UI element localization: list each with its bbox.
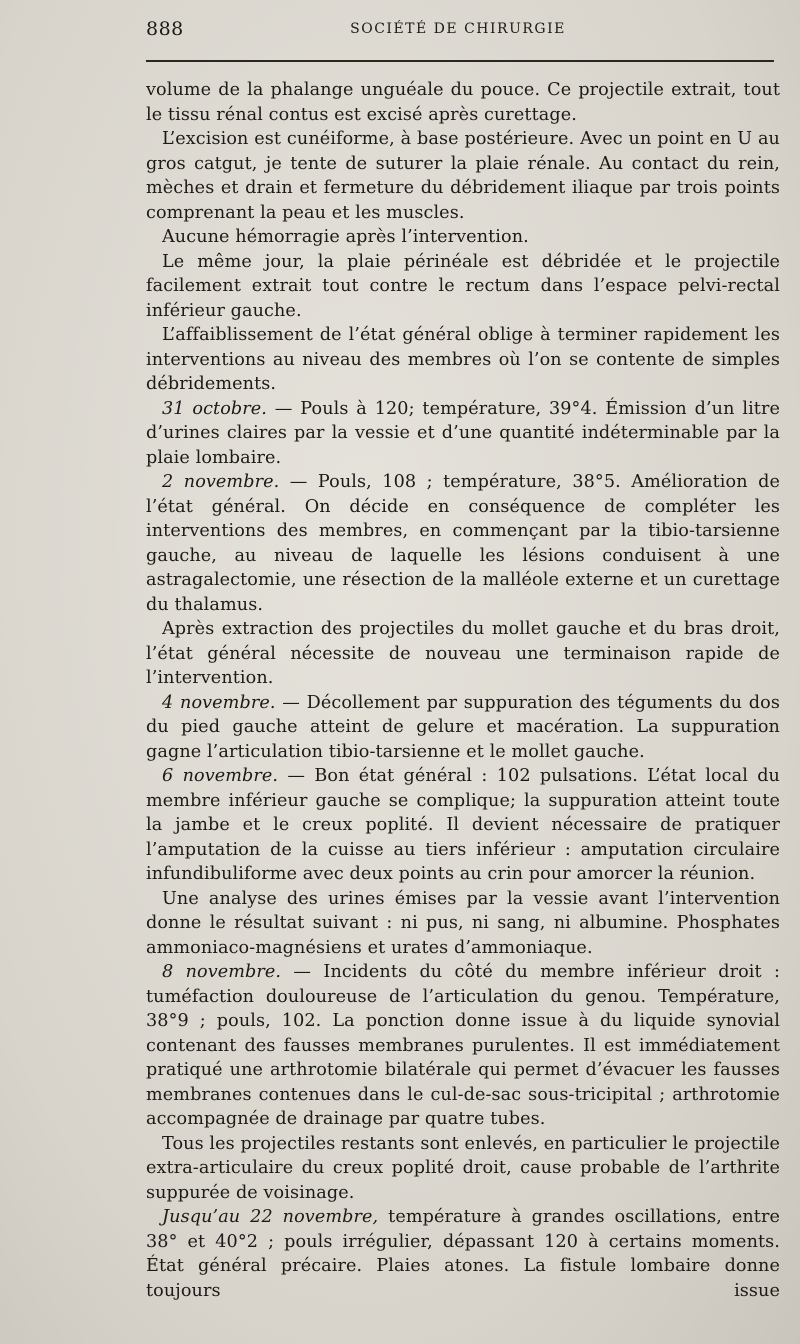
paragraph: 2 novembre. — Pouls, 108 ; température, 38°5. Amélioration de l’état général. On décide en conséquence de compléter les interventions des membres, en commençant par la tibio-tarsienne gauche, au niveau de laquelle les lésions conduisent à une astragalectomie, une résection de la malléole externe et un curettage du thalamus. bbox=[146, 472, 780, 615]
entry-date: Jusqu’au 22 novembre, bbox=[162, 1207, 379, 1227]
paragraph: Une analyse des urines émises par la vessie avant l’intervention donne le résultat suivant : ni pus, ni sang, ni albumine. Phosphates ammoniaco-magnésiens et urates d’ammoniaque. bbox=[146, 888, 780, 958]
paragraph: Aucune hémorragie après l’intervention. bbox=[162, 227, 529, 247]
paragraph: L’affaiblissement de l’état général oblige à terminer rapidement les interventions au niveau des membres où l’on se contente de simples débridements. bbox=[146, 325, 780, 394]
paragraph: 8 novembre. — Incidents du côté du membre inférieur droit : tuméfaction douloureuse de l’articulation du genou. Température, 38°9 ; pouls, 102. La ponction donne issue à du liquide synovial contenant des fausses membranes purulentes. Il est immédiatement pratiqué une arthrotomie bilatérale qui permet d’évacuer les fausses membranes contenues dans le cul-de-sac sous-tricipital ; arthrotomie accompagnée de drainage par quatre tubes. bbox=[146, 962, 780, 1129]
body-text bbox=[146, 78, 780, 1303]
header-rule bbox=[146, 60, 774, 62]
page-header bbox=[146, 18, 770, 46]
entry-date: 4 novembre. bbox=[162, 692, 276, 713]
paragraph: Le même jour, la plaie périnéale est débridée et le projectile facilement extrait tout contre le rectum dans l’espace pelvi-rectal inférieur gauche. bbox=[146, 251, 780, 321]
paragraph: Après extraction des projectiles du mollet gauche et du bras droit, l’état général nécessite de nouveau une terminaison rapide de l’intervention. bbox=[146, 619, 780, 688]
paragraph: 4 novembre. — Décollement par suppuration des téguments du dos du pied gauche atteint de gelure et macération. La suppuration gagne l’articulation tibio-tarsienne et le mollet gauche. bbox=[146, 692, 780, 762]
paragraph: 31 octobre. — Pouls à 120; température, 39°4. Émission d’un litre d’urines claires par la vessie et d’une quantité indéterminable par la plaie lombaire. bbox=[146, 398, 780, 468]
page-number: 888 bbox=[146, 18, 184, 40]
entry-date: 31 octobre. bbox=[162, 398, 267, 419]
entry-date: 6 novembre. bbox=[162, 766, 279, 786]
entry-date: 2 novembre. bbox=[162, 472, 280, 492]
paragraph: L’excision est cunéiforme, à base postérieure. Avec un point en U au gros catgut, je tente de suturer la plaie rénale. Au contact du rein, mèches et drain et fermeture du débridement iliaque par trois points comprenant la peau et les muscles. bbox=[146, 129, 780, 223]
paragraph: Tous les projectiles restants sont enlevés, en particulier le projectile extra-articulaire du creux poplité droit, cause probable de l’arthrite suppurée de voisinage. bbox=[146, 1133, 780, 1203]
paragraph: Jusqu’au 22 novembre, température à grandes oscillations, entre 38° et 40°2 ; pouls irrégulier, dépassant 120 à certains moments. État général précaire. Plaies atones. La fistule lombaire donne toujours issue bbox=[146, 1207, 780, 1301]
running-head: SOCIÉTÉ DE CHIRURGIE bbox=[350, 21, 566, 37]
entry-date: 8 novembre. bbox=[162, 962, 282, 982]
paragraph: 6 novembre. — Bon état général : 102 pulsations. L’état local du membre inférieur gauche se complique; la suppuration atteint toute la jambe et le creux poplité. Il devient nécessaire de pratiquer l’amputation de la cuisse au tiers inférieur : amputation circulaire infundibuliforme avec deux points au crin pour amorcer la réunion. bbox=[146, 766, 780, 884]
paragraph: volume de la phalange unguéale du pouce. Ce projectile extrait, tout le tissu rénal contus est excisé après curettage. bbox=[146, 80, 780, 125]
